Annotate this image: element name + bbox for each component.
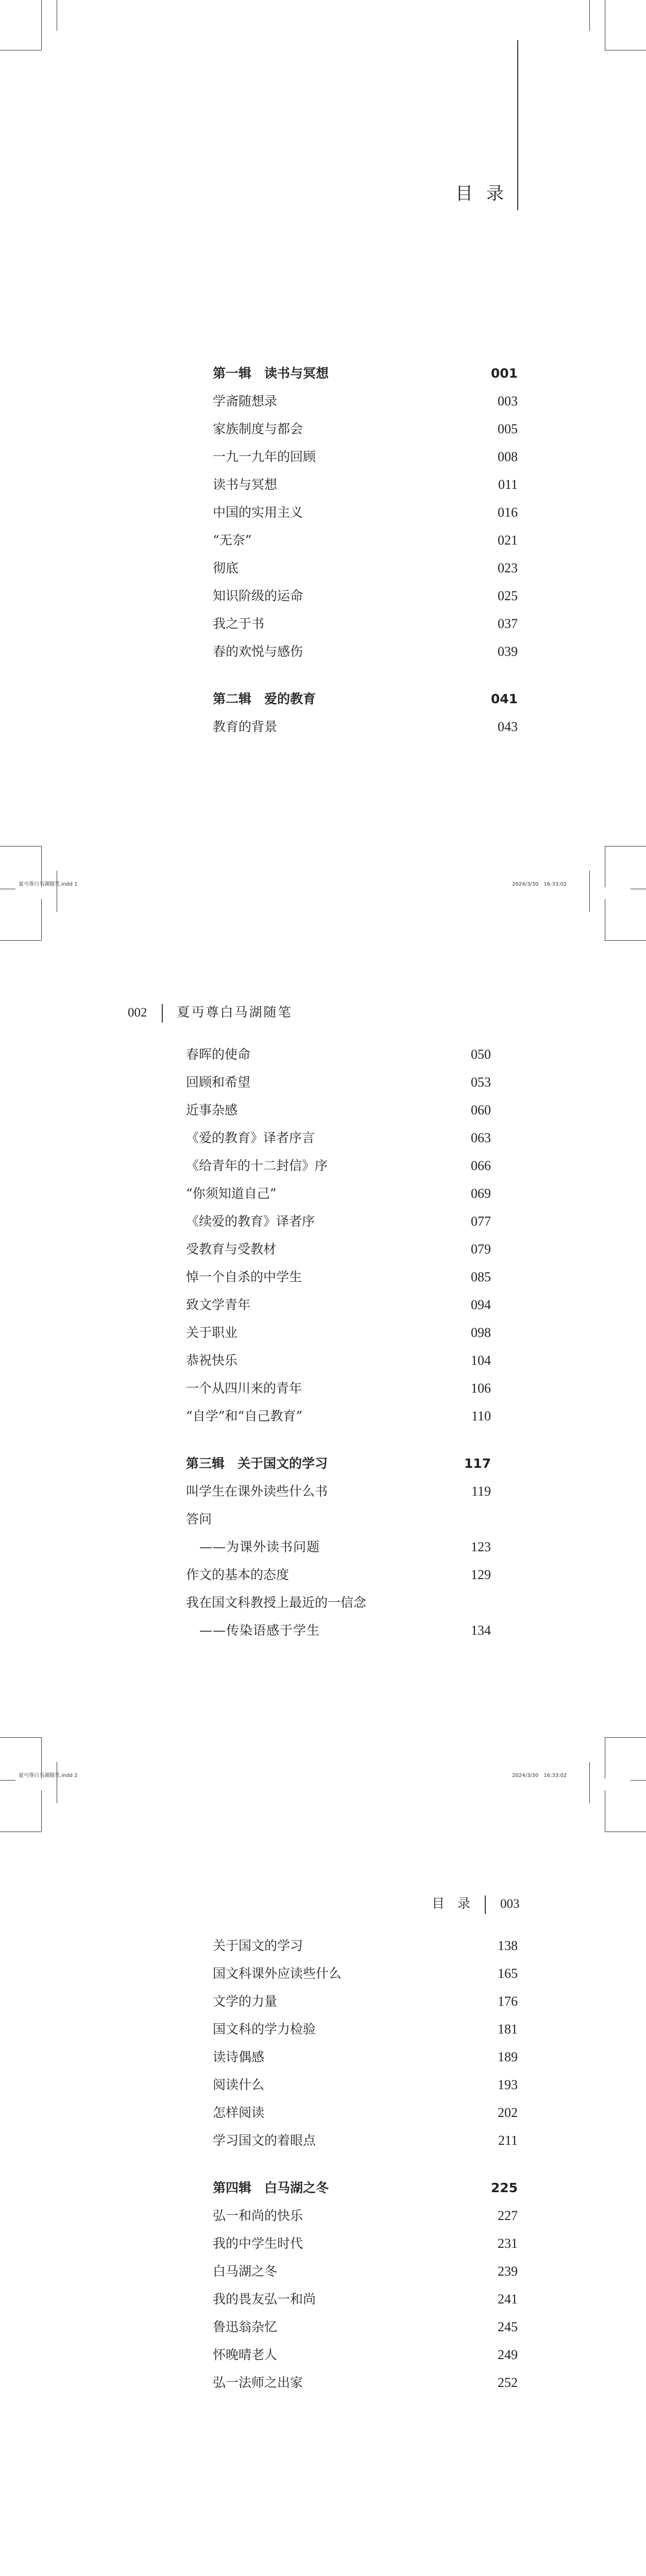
- toc-entry-title: 回顾和希望: [186, 1075, 251, 1090]
- toc-entry: [186, 1402, 491, 1430]
- toc-entry-page: 098: [471, 1325, 491, 1340]
- toc-entry: [186, 1617, 491, 1645]
- toc-entry: [213, 415, 518, 443]
- toc-entry: [213, 1960, 518, 1988]
- toc-entry-title: 国文科课外应读些什么: [213, 1966, 342, 1981]
- footer-file: 夏丏尊白马湖随笔.indd 2: [19, 1773, 78, 1778]
- toc-entry-page: 104: [471, 1353, 491, 1368]
- header-page-number: 003: [500, 1897, 520, 1911]
- toc-entry-title: 鲁迅翁杂忆: [213, 2319, 278, 2334]
- toc-entry-title: 《续爱的教育》译者序: [186, 1214, 315, 1229]
- crop-mark: [41, 0, 42, 50]
- toc-entry-title: 学斋随想录: [213, 394, 278, 409]
- toc-entry: [213, 2313, 518, 2341]
- toc-entry-title: ——传染语感于学生: [199, 1623, 320, 1638]
- toc-entry-page: 202: [498, 2105, 518, 2120]
- toc-entry: [186, 1263, 491, 1291]
- toc-entry-page: 053: [471, 1075, 491, 1090]
- toc-entry-title: 我在国文科教授上最近的一信念: [186, 1595, 367, 1610]
- toc-entry-title: ——为课外读书问题: [199, 1539, 320, 1554]
- toc-entry: [186, 1124, 491, 1152]
- toc-entry: [213, 2202, 518, 2230]
- toc-entry-page: 165: [498, 1966, 518, 1981]
- header-section-title: 目 录: [432, 1896, 471, 1911]
- toc-section-heading: [213, 2174, 518, 2202]
- toc-entry-title: 怎样阅读: [213, 2105, 265, 2120]
- toc-entry: [213, 471, 518, 499]
- toc-entry-title: 第四辑 白马湖之冬: [213, 2180, 329, 2195]
- toc-section-heading: [213, 685, 518, 713]
- toc-entry: [186, 1561, 491, 1589]
- toc-entry-title: 弘一法师之出家: [213, 2375, 303, 2390]
- toc-entry: [186, 1291, 491, 1319]
- page-title: 目录: [455, 183, 517, 204]
- toc-entry: [213, 2230, 518, 2258]
- toc-entry-page: 241: [498, 2292, 518, 2307]
- toc-entry: [213, 2071, 518, 2099]
- footer-file: 夏丏尊白马湖随笔.indd 1: [19, 882, 78, 887]
- toc-entry-page: 005: [498, 421, 518, 436]
- toc-entry-page: 011: [498, 477, 518, 492]
- toc-entry-title: 白马湖之冬: [213, 2264, 278, 2279]
- toc-entry: [213, 2127, 518, 2155]
- toc-entry-title: 中国的实用主义: [213, 505, 303, 520]
- toc-section-heading: [186, 1450, 491, 1478]
- title-rule: [517, 40, 518, 210]
- toc-entry: [213, 1988, 518, 2015]
- toc-entry-title: 读诗偶感: [213, 2049, 265, 2064]
- toc-entry-title: 一九一九年的回顾: [213, 449, 316, 464]
- toc-entry-title: 《给青年的十二封信》序: [186, 1158, 328, 1173]
- toc-entry-page: 239: [498, 2264, 518, 2279]
- toc-entry-title: 我的畏友弘一和尚: [213, 2292, 316, 2307]
- toc-entry-page: 085: [471, 1269, 491, 1284]
- toc-entry: [186, 1375, 491, 1402]
- toc-entry-page: 050: [471, 1047, 491, 1062]
- toc-entry-page: 060: [471, 1103, 491, 1117]
- toc-entry-title: 叫学生在课外读些什么书: [186, 1484, 328, 1499]
- toc-entry-page: 043: [498, 719, 518, 734]
- toc-entry-title: 作文的基本的态度: [186, 1567, 290, 1582]
- crop-mark: [589, 871, 590, 912]
- toc-entry-title: 彻底: [213, 561, 239, 575]
- toc-entry: [213, 527, 518, 554]
- toc-entry-title: 受教育与受教材: [186, 1242, 277, 1257]
- toc-entry-page: 041: [490, 691, 518, 706]
- toc-entry: [213, 1932, 518, 1960]
- toc-entry: [186, 1041, 491, 1069]
- toc-entry-title: 春的欢悦与感伤: [213, 644, 303, 659]
- toc-entry-title: 读书与冥想: [213, 477, 278, 492]
- toc-entry-page: 023: [498, 561, 518, 575]
- toc-entry: [213, 2285, 518, 2313]
- toc-entry-page: 231: [498, 2236, 518, 2251]
- toc-entry-page: 069: [471, 1186, 491, 1201]
- toc-entry-page: 117: [464, 1456, 491, 1471]
- toc-entry-title: 阅读什么: [213, 2077, 265, 2092]
- crop-mark: [0, 940, 41, 941]
- toc-entry-title: 第二辑 爱的教育: [213, 691, 316, 706]
- crop-mark: [589, 1762, 590, 1803]
- toc-entry: [213, 2341, 518, 2369]
- toc-entry-title: 我的中学生时代: [213, 2236, 303, 2251]
- running-header: [432, 1893, 520, 1914]
- toc-entry: [213, 499, 518, 527]
- crop-mark: [589, 0, 590, 31]
- toc-list: [213, 360, 518, 751]
- toc-entry-page: 021: [498, 533, 518, 548]
- toc-entry-page: 123: [471, 1539, 491, 1554]
- toc-entry-page: 249: [498, 2347, 518, 2362]
- toc-entry-page: 110: [471, 1409, 491, 1423]
- toc-entry: [213, 582, 518, 610]
- toc-entry: [186, 1235, 491, 1263]
- toc-entry-page: 106: [471, 1381, 491, 1396]
- toc-entry-title: 家族制度与都会: [213, 421, 303, 436]
- running-header: [128, 1002, 293, 1023]
- toc-entry-title: 一个从四川来的青年: [186, 1381, 302, 1396]
- toc-entry-page: 176: [498, 1994, 518, 2009]
- toc-entry: [186, 1505, 491, 1533]
- toc-entry-page: 079: [471, 1242, 491, 1257]
- toc-entry: [213, 2099, 518, 2127]
- toc-entry: [213, 2258, 518, 2285]
- toc-entry: [213, 638, 518, 666]
- toc-entry-title: 知识阶级的运命: [213, 588, 303, 603]
- toc-entry-title: 第一辑 读书与冥想: [213, 366, 329, 381]
- toc-entry-page: 138: [498, 1938, 518, 1953]
- toc-entry: [213, 443, 518, 471]
- toc-entry-title: 教育的背景: [213, 719, 278, 734]
- toc-entry: [213, 713, 518, 741]
- toc-list: [213, 1932, 518, 2421]
- toc-entry-title: 第三辑 关于国文的学习: [186, 1456, 328, 1471]
- toc-entry-page: 252: [498, 2375, 518, 2390]
- toc-entry-page: 227: [498, 2208, 518, 2223]
- footer-timestamp: 2024/3/30 16:33:02: [512, 882, 567, 887]
- toc-entry-title: 关于职业: [186, 1325, 238, 1340]
- toc-entry-title: 我之于书: [213, 616, 265, 631]
- toc-entry: [186, 1319, 491, 1347]
- toc-entry-page: 134: [471, 1623, 491, 1638]
- crop-mark: [0, 1780, 15, 1781]
- toc-entry-page: 066: [471, 1158, 491, 1173]
- toc-entry: [213, 2043, 518, 2071]
- crop-mark: [631, 1780, 646, 1781]
- toc-entry-title: 关于国文的学习: [213, 1938, 303, 1953]
- toc-entry-page: 119: [471, 1484, 491, 1499]
- toc-entry-page: 016: [498, 505, 518, 520]
- toc-entry-title: 悼一个自杀的中学生: [186, 1269, 302, 1284]
- toc-entry-title: 弘一和尚的快乐: [213, 2208, 303, 2223]
- toc-entry-title: 怀晚晴老人: [213, 2347, 278, 2362]
- toc-entry: [213, 387, 518, 415]
- header-separator: [162, 1004, 163, 1023]
- footer-timestamp: 2024/3/30 16:33:02: [512, 1773, 567, 1778]
- toc-entry-title: “自学”和“自己教育”: [186, 1409, 303, 1423]
- toc-entry: [186, 1347, 491, 1375]
- crop-mark: [0, 1737, 41, 1738]
- header-separator: [485, 1895, 486, 1914]
- toc-entry-title: “你须知道自己”: [186, 1186, 277, 1201]
- toc-section-heading: [213, 360, 518, 387]
- toc-entry-page: 077: [471, 1214, 491, 1229]
- toc-entry-title: 文学的力量: [213, 1994, 278, 2009]
- toc-entry-title: 答问: [186, 1512, 212, 1527]
- toc-entry-page: 039: [498, 644, 518, 659]
- crop-mark: [41, 899, 42, 940]
- toc-entry: [213, 2015, 518, 2043]
- toc-entry: [186, 1589, 491, 1617]
- toc-entry: [186, 1069, 491, 1096]
- toc-entry: [186, 1208, 491, 1235]
- toc-entry: [186, 1478, 491, 1505]
- crop-mark: [605, 940, 646, 941]
- toc-entry-title: 春晖的使命: [186, 1047, 251, 1062]
- toc-entry: [213, 554, 518, 582]
- toc-entry-page: 225: [490, 2180, 518, 2195]
- crop-mark: [605, 1737, 646, 1738]
- toc-entry-title: 《爱的教育》译者序言: [186, 1130, 315, 1145]
- toc-entry: [186, 1096, 491, 1124]
- toc-entry-page: 003: [498, 394, 518, 409]
- header-page-number: 002: [128, 1006, 147, 1020]
- toc-entry: [186, 1533, 491, 1561]
- toc-entry-page: 211: [498, 2133, 518, 2148]
- toc-entry-title: “无奈”: [213, 533, 252, 548]
- toc-entry-page: 193: [498, 2077, 518, 2092]
- toc-entry-page: 094: [471, 1297, 491, 1312]
- toc-entry-page: 001: [490, 366, 518, 381]
- toc-entry-page: 063: [471, 1130, 491, 1145]
- toc-entry-page: 181: [498, 2022, 518, 2037]
- toc-entry-title: 学习国文的着眼点: [213, 2133, 316, 2148]
- toc-list: [186, 1041, 491, 1659]
- toc-entry-title: 恭祝快乐: [186, 1353, 238, 1368]
- toc-entry-page: 189: [498, 2049, 518, 2064]
- toc-entry-page: 025: [498, 588, 518, 603]
- toc-entry-title: 致文学青年: [186, 1297, 251, 1312]
- toc-entry-page: 129: [471, 1567, 491, 1582]
- toc-entry: [213, 610, 518, 638]
- crop-mark: [41, 1790, 42, 1832]
- toc-entry-title: 国文科的学力检验: [213, 2022, 316, 2037]
- toc-entry-page: 037: [498, 616, 518, 631]
- toc-entry: [186, 1180, 491, 1208]
- header-book-title: 夏丏尊白马湖随笔: [177, 1005, 293, 1020]
- toc-entry-page: 008: [498, 449, 518, 464]
- toc-entry-title: 近事杂感: [186, 1103, 238, 1117]
- toc-entry-page: 245: [498, 2319, 518, 2334]
- toc-entry: [186, 1152, 491, 1180]
- toc-entry: [213, 2369, 518, 2397]
